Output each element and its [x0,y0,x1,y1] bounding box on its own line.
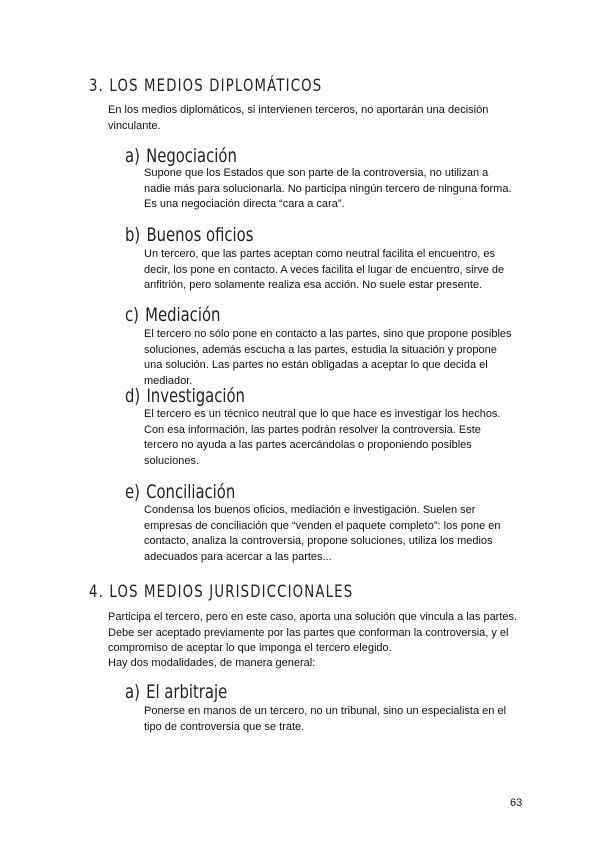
subsection-heading: Negociación [146,145,237,167]
subsection-letter: c) [125,304,139,326]
subsection-e-text: Condensa los buenos oficios, mediación e investigación. Suelen ser empresas de conciliación que “venden el paquete completo”: los pone en contacto, analiza la controversia, propone soluciones, utiliza los medios adecuados para acercar a las partes... [144,504,501,563]
subsection-letter: a) [125,145,140,167]
page-number: 63 [510,797,523,809]
subsection-heading: Buenos oficios [146,224,254,246]
section-4-intro: Participa el tercero, pero en este caso, aporta una solución que vincula a las partes. Debe ser aceptado previamente por las partes que conforman la controversia, y el compromiso de aceptar lo que imponga el tercero elegido. [108,611,518,654]
subsection-e-title [125,481,235,503]
subsection-heading: El arbitraje [146,681,228,703]
subsection-a-title [125,145,237,167]
subsection-d-text: El tercero es un técnico neutral que lo que hace es investigar los hechos. Con esa información, las partes podrán resolver la controversia. Este tercero no ayuda a las partes acercándolas o proponiendo posibles soluciones. [144,408,501,467]
subsection-a-text: Supone que los Estados que son parte de la controversia, no utilizan a nadie más para solucionarla. No participa ningún tercero de ninguna forma. Es una negociación directa “cara a cara”. [144,167,512,210]
subsection-heading: Mediación [145,304,221,326]
subsection-4a-text: Ponerse en manos de un tercero, no un tribunal, sino un especialista en el tipo de controversia que se trate. [144,705,507,733]
section-4-title: 4. LOS MEDIOS JURISDICCIONALES [89,582,354,602]
section-4-modalities: Hay dos modalidades, de manera general: [108,657,316,669]
subsection-c-title [125,304,220,326]
subsection-heading: Conciliación [146,481,236,503]
subsection-4a-title [125,681,227,703]
subsection-b-text: Un tercero, que las partes aceptan como neutral facilita el encuentro, es decir, los pone en contacto. A veces facilita el lugar de encuentro, sirve de anfitrión, pero solamente realiza esa acción. No suele estar presente. [144,248,505,291]
section-3-title: 3. LOS MEDIOS DIPLOMÁTICOS [89,76,323,96]
subsection-b-title [125,224,253,246]
section-3-intro: En los medios diplomáticos, si intervienen terceros, no aportarán una decisión vinculante. [108,104,489,132]
subsection-letter: e) [125,481,140,503]
subsection-heading: Investigación [146,385,245,407]
subsection-letter: a) [125,681,140,703]
subsection-c-text: El tercero no sólo pone en contacto a las partes, sino que propone posibles soluciones, además escucha a las partes, estudia la situación y propone una solución. Las partes no están obligadas a aceptar lo que decida el mediador. [144,328,512,387]
subsection-d-title [125,385,245,407]
subsection-letter: b) [125,224,141,246]
subsection-letter: d) [125,385,141,407]
